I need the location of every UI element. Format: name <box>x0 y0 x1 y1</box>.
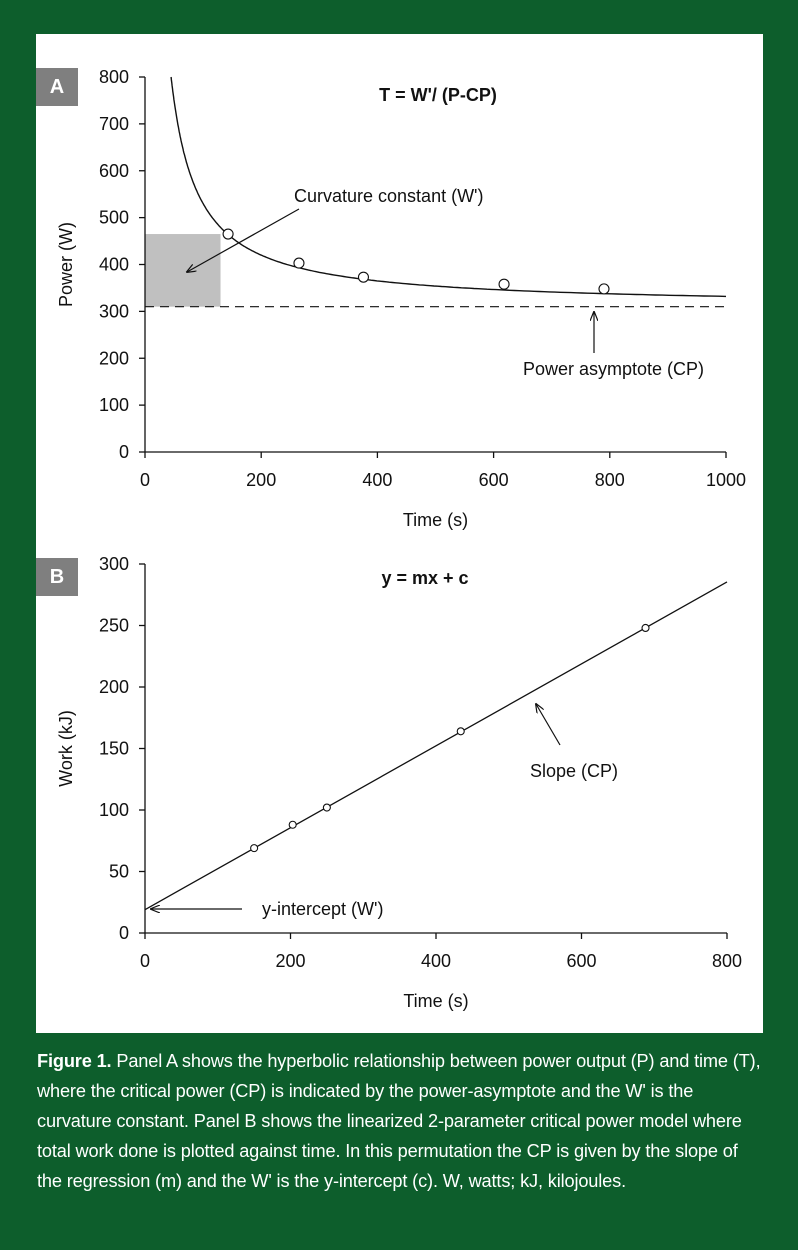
data-point <box>457 728 464 735</box>
x-tick-label: 600 <box>478 470 509 490</box>
y-tick-label: 200 <box>98 348 129 369</box>
data-point <box>251 845 258 852</box>
x-axis-label: Time (s) <box>403 991 469 1011</box>
formula-label: y = mx + c <box>381 568 469 588</box>
x-tick-label: 400 <box>362 470 393 490</box>
y-axis-label: Work (kJ) <box>56 710 76 787</box>
data-point <box>599 284 609 294</box>
data-point <box>223 229 233 239</box>
y-tick-label: 100 <box>98 395 129 416</box>
data-point <box>358 272 368 282</box>
regression-line <box>145 582 727 910</box>
curvature-annotation: Curvature constant (W') <box>294 186 484 206</box>
slope-arrow <box>536 704 560 745</box>
x-tick-label: 800 <box>711 951 743 971</box>
y-tick-label: 0 <box>118 442 129 462</box>
y-tick-label: 700 <box>98 113 129 134</box>
y-axis-label: Power (W) <box>56 222 76 307</box>
intercept-annotation: y-intercept (W') <box>262 899 384 919</box>
panel-b-badge: B <box>36 558 78 596</box>
y-tick-label: 50 <box>108 861 129 882</box>
y-tick-label: 300 <box>98 554 129 574</box>
shaded-w-prime-area <box>145 234 221 307</box>
y-tick-label: 400 <box>98 254 129 275</box>
caption-label: Figure 1. <box>37 1051 112 1071</box>
data-point <box>289 821 296 828</box>
data-point <box>642 624 649 631</box>
data-point <box>323 804 330 811</box>
data-point <box>499 279 509 289</box>
caption-text: Panel A shows the hyperbolic relationship between power output (P) and time (T), where the critical power (CP) is indicated by the power-asymptote and the W' is the curvature constant. Panel B shows the linearized 2-parameter critical power model where total work done is plotted against time. In this permutation the CP is given by the slope of the regression (m) and the W' is the y-intercept (c). W, watts; kJ, kilojoules. <box>37 1051 761 1191</box>
figure-charts <box>36 34 763 1033</box>
y-tick-label: 250 <box>98 615 129 636</box>
x-tick-label: 1000 <box>705 470 747 490</box>
figure-caption <box>37 1046 767 1196</box>
y-tick-label: 100 <box>98 800 129 820</box>
x-tick-label: 400 <box>420 951 452 971</box>
y-tick-label: 150 <box>98 738 129 759</box>
x-axis-label: Time (s) <box>402 510 469 530</box>
y-tick-label: 0 <box>118 923 129 943</box>
figure-panel <box>36 34 763 1033</box>
x-tick-label: 600 <box>566 951 597 971</box>
y-tick-label: 200 <box>98 677 129 697</box>
asymptote-annotation: Power asymptote (CP) <box>523 359 705 379</box>
x-tick-label: 200 <box>246 470 277 490</box>
x-tick-label: 800 <box>594 470 625 490</box>
slope-annotation: Slope (CP) <box>530 761 619 781</box>
y-tick-label: 500 <box>98 207 129 228</box>
data-point <box>294 258 304 268</box>
x-tick-label: 0 <box>139 951 151 971</box>
x-tick-label: 0 <box>139 470 151 490</box>
panel-a-badge: A <box>36 68 78 106</box>
formula-label: T = W'/ (P-CP) <box>379 85 497 105</box>
y-tick-label: 800 <box>98 67 129 87</box>
x-tick-label: 200 <box>275 951 306 971</box>
y-tick-label: 300 <box>98 301 129 322</box>
y-tick-label: 600 <box>98 160 129 181</box>
